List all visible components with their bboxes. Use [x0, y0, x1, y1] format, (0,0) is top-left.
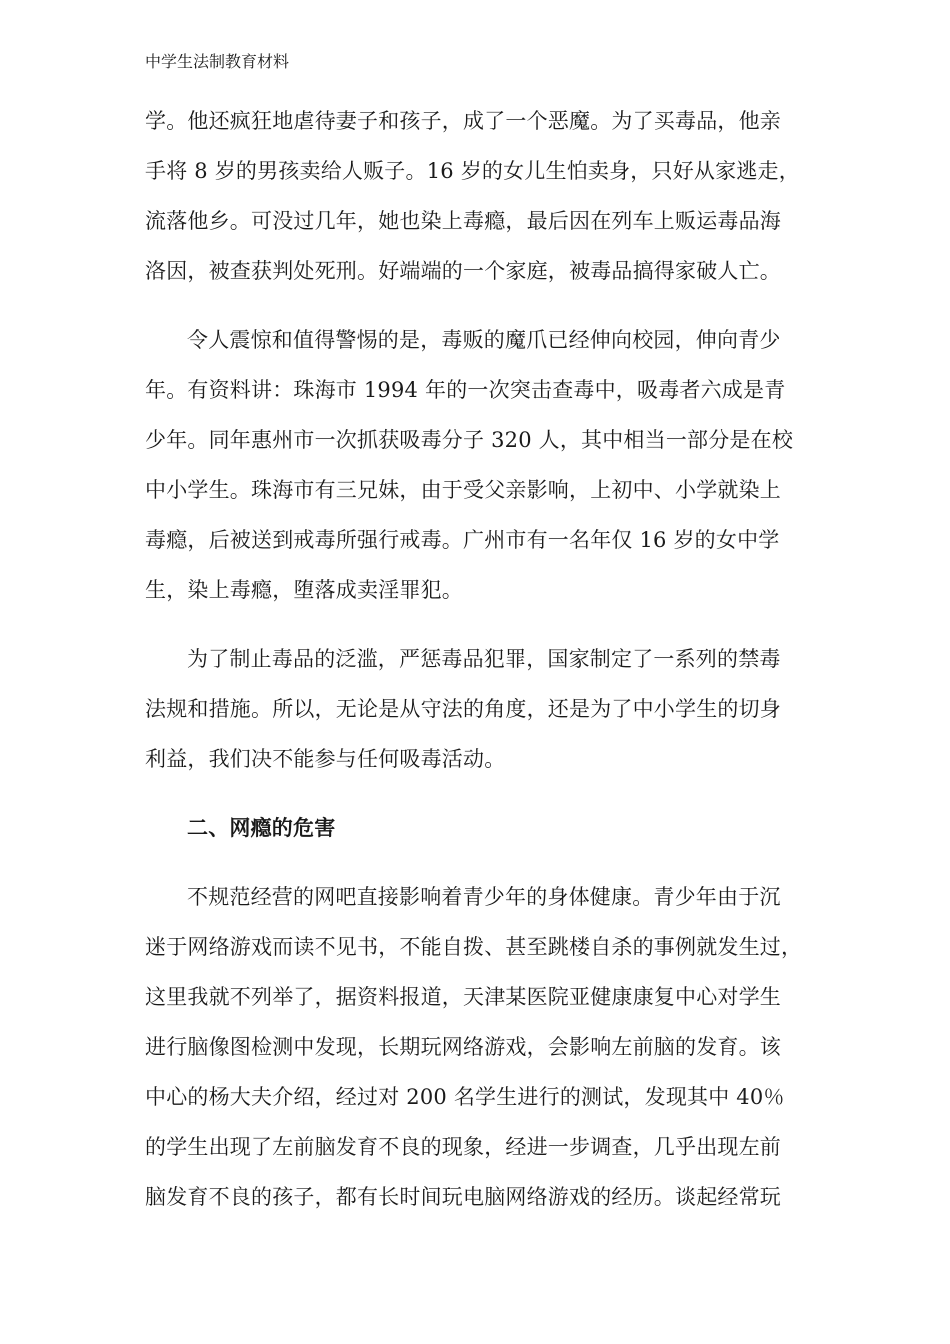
- paragraph-line: 令人震惊和值得警惕的是，毒贩的魔爪已经伸向校园，伸向青少: [187, 328, 781, 352]
- paragraph-line: 毒瘾，后被送到戒毒所强行戒毒。广州市有一名年仅 16 岁的女中学: [145, 528, 780, 552]
- paragraph-line: 迷于网络游戏而读不见书，不能自拨、甚至跳楼自杀的事例就发生过，: [145, 935, 803, 959]
- paragraph-line: 年。有资料讲：珠海市 1994 年的一次突击查毒中，吸毒者六成是青: [145, 378, 786, 402]
- section-heading: 二、网瘾的危害: [187, 816, 336, 840]
- paragraph-line: 法规和措施。所以，无论是从守法的角度，还是为了中小学生的切身: [145, 697, 781, 721]
- paragraph-line: 进行脑像图检测中发现，长期玩网络游戏，会影响左前脑的发育。该: [145, 1035, 781, 1059]
- paragraph-line: 脑发育不良的孩子，都有长时间玩电脑网络游戏的经历。谈起经常玩: [145, 1185, 781, 1209]
- page-header: 中学生法制教育材料: [145, 52, 290, 71]
- paragraph-line: 中小学生。珠海市有三兄妹，由于受父亲影响，上初中、小学就染上: [145, 478, 781, 502]
- paragraph-line: 中心的杨大夫介绍，经过对 200 名学生进行的测试，发现其中 40％: [145, 1085, 785, 1109]
- paragraph-line: 洛因，被查获判处死刑。好端端的一个家庭，被毒品搞得家破人亡。: [145, 259, 781, 283]
- paragraph-line: 少年。同年惠州市一次抓获吸毒分子 320 人，其中相当一部分是在校: [145, 428, 794, 452]
- paragraph-line: 利益，我们决不能参与任何吸毒活动。: [145, 747, 506, 771]
- paragraph-line: 不规范经营的网吧直接影响着青少年的身体健康。青少年由于沉: [187, 885, 781, 909]
- paragraph-line: 为了制止毒品的泛滥，严惩毒品犯罪，国家制定了一系列的禁毒: [187, 647, 781, 671]
- paragraph-line: 生，染上毒瘾，堕落成卖淫罪犯。: [145, 578, 463, 602]
- paragraph-line: 这里我就不列举了，据资料报道，天津某医院亚健康康复中心对学生: [145, 985, 781, 1009]
- paragraph-line: 的学生出现了左前脑发育不良的现象，经进一步调查，几乎出现左前: [145, 1135, 781, 1159]
- paragraph-line: 学。他还疯狂地虐待妻子和孩子，成了一个恶魔。为了买毒品，他亲: [145, 109, 781, 133]
- paragraph-line: 手将 8 岁的男孩卖给人贩子。16 岁的女儿生怕卖身，只好从家逃走，: [145, 159, 800, 183]
- paragraph-line: 流落他乡。可没过几年，她也染上毒瘾，最后因在列车上贩运毒品海: [145, 209, 781, 233]
